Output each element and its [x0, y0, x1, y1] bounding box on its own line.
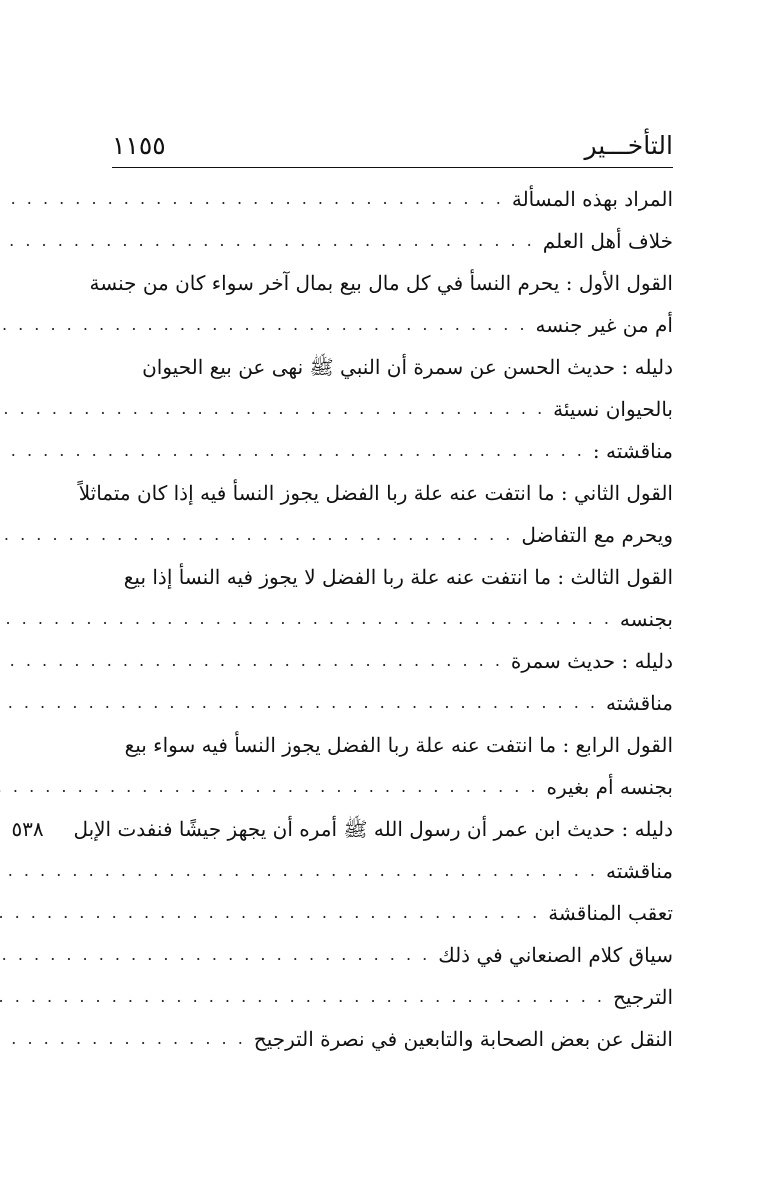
header-page-number: ١١٥٥	[112, 131, 166, 160]
dot-leader	[0, 401, 545, 417]
dot-leader	[0, 1031, 246, 1047]
running-header	[112, 118, 673, 158]
toc-entry	[112, 220, 673, 262]
dot-leader	[0, 443, 585, 459]
header-title: التأخـــير	[584, 131, 673, 160]
dot-leader	[0, 527, 513, 543]
toc-entry-text: بجنسه	[619, 607, 673, 631]
toc-entry-text: دليله : حديث الحسن عن سمرة أن النبي ﷺ نهى عن بيع الحيوان	[142, 355, 673, 379]
toc-entry-text: مناقشته :	[592, 439, 673, 463]
header-rule	[112, 167, 673, 168]
toc-entry-text: مناقشته	[605, 691, 673, 715]
toc-entry	[112, 178, 673, 220]
toc-entry-text: النقل عن بعض الصحابة والتابعين في نصرة الترجيح	[253, 1027, 673, 1051]
dot-leader	[0, 779, 539, 795]
dot-leader	[0, 653, 503, 669]
toc-entry	[112, 388, 673, 430]
toc-entry	[112, 934, 673, 976]
toc-entry	[112, 598, 673, 640]
toc-entry	[112, 850, 673, 892]
toc-entry-text: القول الأول : يحرم النسأ في كل مال بيع بمال آخر سواء كان من جنسة	[89, 271, 673, 295]
toc-entry-text: ويحرم مع التفاضل	[521, 523, 673, 547]
toc-entry	[112, 766, 673, 808]
toc-entry-text: مناقشته	[605, 859, 673, 883]
toc-entry	[112, 1018, 673, 1060]
dot-leader	[0, 233, 535, 249]
dot-leader	[0, 863, 598, 879]
toc-entry	[112, 556, 673, 598]
toc-entry-text: أم من غير جنسه	[535, 313, 673, 337]
dot-leader	[0, 611, 612, 627]
toc-entry-text: تعقب المناقشة	[548, 901, 673, 925]
toc-entry	[112, 346, 673, 388]
toc-entry-text: المراد بهذه المسألة	[511, 187, 673, 211]
toc-entry	[112, 724, 673, 766]
toc-entry	[112, 430, 673, 472]
toc-entry-text: بجنسه أم بغيره	[546, 775, 673, 799]
toc-entry-text: الترجيح	[612, 985, 673, 1009]
toc-entry-text: دليله : حديث سمرة	[510, 649, 673, 673]
toc-entry	[112, 304, 673, 346]
toc-entry-text: خلاف أهل العلم	[542, 229, 673, 253]
toc-entry-text: القول الثاني : ما انتفت عنه علة ربا الفضل يجوز النسأ فيه إذا كان متماثلاً	[78, 481, 673, 505]
toc-entry-text: دليله : حديث ابن عمر أن رسول الله ﷺ أمره أن يجهز جيشًا فنفدت الإبل	[73, 817, 673, 841]
toc-entry-text: القول الثالث : ما انتفت عنه علة ربا الفضل لا يجوز فيه النسأ إذا بيع	[123, 565, 673, 589]
toc-entry	[112, 514, 673, 556]
toc-entry-text: القول الرابع : ما انتفت عنه علة ربا الفضل يجوز النسأ فيه سواء بيع	[124, 733, 673, 757]
dot-leader	[0, 191, 504, 207]
toc-entry	[112, 976, 673, 1018]
dot-leader	[0, 695, 598, 711]
toc-entry	[89, 262, 673, 304]
toc-entry	[11, 808, 673, 850]
dot-leader	[0, 317, 528, 333]
toc-entry	[112, 892, 673, 934]
dot-leader	[0, 989, 605, 1005]
toc-entry-text: سياق كلام الصنعاني في ذلك	[438, 943, 673, 967]
table-of-contents	[11, 178, 673, 1060]
toc-entry	[112, 640, 673, 682]
toc-entry-page: ٥٣٨	[11, 817, 44, 841]
toc-entry	[112, 682, 673, 724]
toc-entry-text: بالحيوان نسيئة	[553, 397, 673, 421]
toc-entry	[78, 472, 673, 514]
dot-leader	[0, 905, 540, 921]
dot-leader	[0, 947, 430, 963]
